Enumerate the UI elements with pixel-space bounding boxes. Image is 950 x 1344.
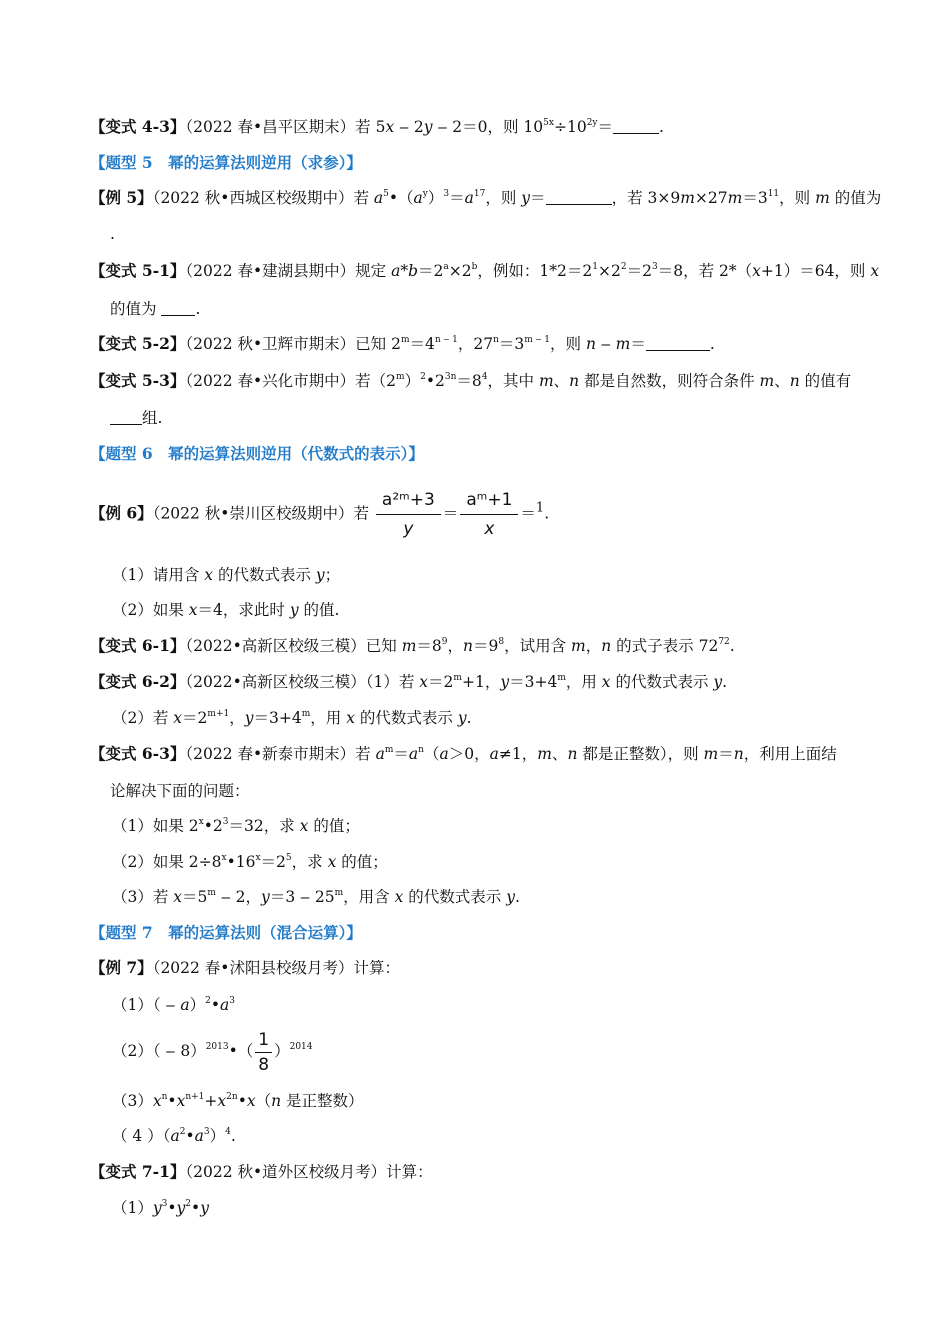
problem-variant-6-3-question-3: （3）若 $x=5^m$ ‒ 2，y＝3 ‒ 25$^m$，用含 x 的代数式表示 y. bbox=[112, 888, 520, 906]
problem-variant-6-2-question-2: （2）若 $x=2^{m+1}$，$y=3+4^m$，用 x 的代数式表示 y. bbox=[112, 709, 472, 727]
problem-variant-6-3: 【变式 6-3】（2022 春•新泰市期末）若 $a^m=a^n(a>0$，a≠1，m、n 都是正整数），则 m＝n，利用上面结 bbox=[90, 744, 837, 763]
tag: 【变式 4-3】 bbox=[90, 117, 186, 136]
example-7-question-3: $(3)x^n•x^{n+1}+x^{2n}•x(n$ 是正整数） bbox=[112, 1092, 364, 1110]
problem-variant-7-1-question-1: $(1)y^3•y^2•y$ bbox=[112, 1199, 209, 1217]
problem-variant-5-1: 【变式 5-1】（2022 春•建湖县期中）规定 $a*b=2^a\times 2^b$，例如：$1*2=2^1\times 2^2=2^3=8$，若 2*（x+1）＝64，则 x bbox=[90, 261, 880, 280]
problem-variant-6-3-question-2: （2）如果 $2\div 8^x•16^x=2^5$，求 x 的值； bbox=[112, 853, 388, 871]
problem-variant-5-2: 【变式 5-2】（2022 秋•卫辉市期末）已知 $2^m=4^{n ‒ 1}$，$27^n=3^{m ‒ 1}$，则 n ‒ m＝ . bbox=[90, 334, 715, 353]
example-6: 【例 6】（2022 秋•崇川区校级期中）若 $\frac{\text{a²ᵐ+3}}{y}$ ＝ $\frac{\text{aᵐ+1}}{x}$ ＝$^1$. bbox=[90, 490, 550, 539]
example-7-question-1: （1）（ ‒ $a)^2•a^3$ bbox=[112, 996, 235, 1014]
example-6-question-1: （1）请用含 x 的代数式表示 y； bbox=[112, 566, 341, 584]
problem-variant-7-1: 【变式 7-1】（2022 秋•道外区校级月考）计算： bbox=[90, 1162, 433, 1181]
example-5: 【例 5】（2022 秋•西城区校级期中）若 $a^5•(a^y)^3=a^{17}$，则 y＝ ，若 $3\times 9m\times 27m=3^{11}$，则 m 的值为 bbox=[90, 188, 882, 207]
fraction-2: $\frac{\text{aᵐ+1}}{x}$ bbox=[460, 488, 518, 541]
problem-variant-5-3: 【变式 5-3】（2022 春•兴化市期中）若$(2^m)^2•2^{3n}=8^4$，其中 m、n 都是自然数，则符合条件 m、n 的值有 bbox=[90, 371, 852, 390]
answer-blank bbox=[546, 190, 612, 205]
example-7: 【例 7】（2022 春•沭阳县校级月考）计算： bbox=[90, 958, 400, 977]
problem-variant-6-2: 【变式 6-2】（2022•高新区校级三模）（1）若 $x=2^m+1$，$y=3+4^m$，用 x 的代数式表示 y. bbox=[90, 672, 728, 691]
problem-variant-6-3-question-1: （1）如果 $2^x•2^3=32$，求 x 的值； bbox=[112, 817, 360, 835]
problem-variant-5-1-continuation: 的值为 . bbox=[110, 300, 201, 318]
fraction-1: $\frac{\text{a²ᵐ+3}}{y}$ bbox=[376, 488, 441, 541]
section-heading-7: 【题型 7 幂的运算法则（混合运算）】 bbox=[90, 923, 362, 942]
fraction-one-eighth: $\frac{1}{8}$ bbox=[255, 1029, 272, 1076]
section-heading-6: 【题型 6 幂的运算法则逆用（代数式的表示）】 bbox=[90, 444, 424, 463]
section-heading-5: 【题型 5 幂的运算法则逆用（求参）】 bbox=[90, 153, 362, 172]
problem-variant-6-1: 【变式 6-1】（2022•高新区校级三模）已知 $m=8^9$，$n=9^8$，试用含 m，n 的式子表示 $72^{72}$. bbox=[90, 636, 735, 655]
example-7-question-2: （2）（ ‒ 8）$^{2013}$•（ $\frac{1}{8}$ ）$^{2014}$ bbox=[112, 1029, 313, 1075]
example-7-question-4: （ 4 ）$(a^2•a^3)^4$. bbox=[112, 1127, 236, 1145]
answer-blank bbox=[110, 410, 142, 425]
answer-blank bbox=[646, 336, 710, 351]
problem-variant-6-3-continuation: 论解决下面的问题： bbox=[110, 782, 250, 800]
example-5-continuation: . bbox=[110, 225, 115, 243]
answer-blank bbox=[613, 119, 659, 134]
example-6-question-2: （2）如果 x＝4，求此时 y 的值. bbox=[112, 601, 340, 619]
problem-variant-4-3: 【变式 4-3】（2022 春•昌平区期末）若 5x ‒ 2y ‒ 2＝0，则 $10^{5x}\div 10^{2y}=$ . bbox=[90, 117, 664, 136]
problem-variant-5-3-continuation: 组. bbox=[110, 408, 162, 428]
answer-blank bbox=[161, 301, 195, 316]
